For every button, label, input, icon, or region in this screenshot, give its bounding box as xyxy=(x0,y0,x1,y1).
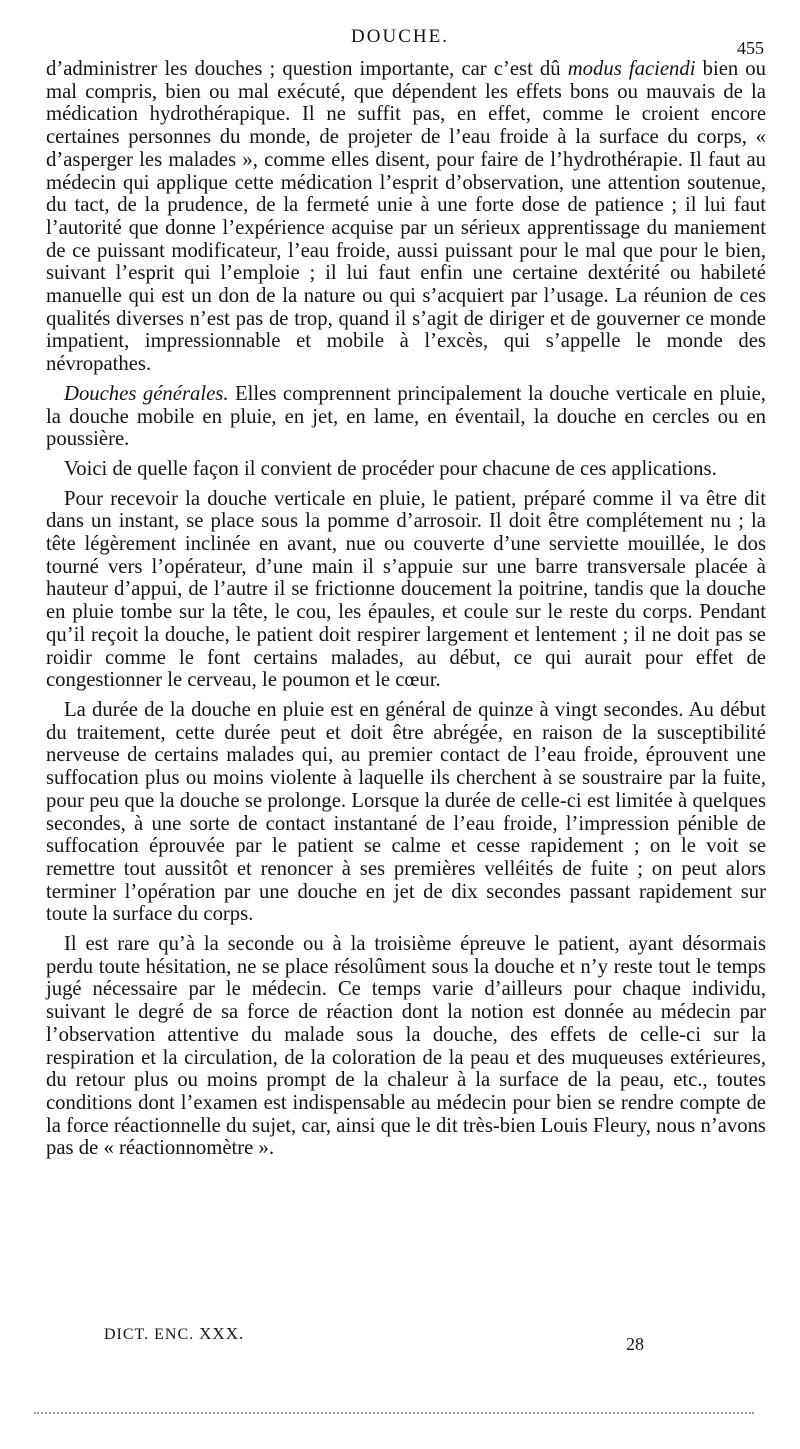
paragraph-text: d’administrer les douches ; question importante, car c’est dû xyxy=(46,58,568,80)
scan-edge-rule xyxy=(34,1412,754,1414)
page-number: 455 xyxy=(737,38,764,58)
printer-signature xyxy=(104,1324,244,1344)
paragraph-continued xyxy=(46,58,766,376)
paragraph: Voici de quelle façon il convient de procéder pour chacune de ces applications. xyxy=(64,457,717,480)
signature-prefix: DICT. ENC. xyxy=(104,1326,195,1343)
paragraph-text: bien ou mal compris, bien ou mal exécuté, que dépendent les effets bons ou mauvais de la médication hydrothérapique. Il ne suffit pas, en effet, comme le croient encore certaines personnes du monde, de projeter de l’eau froide à la surface du corps, « d’asperger les malades », comme elles disent, pour faire de l’hydrothérapie. Il faut au médecin qui applique cette médication l’esprit d’observation, une attention soutenue, du tact, de la prudence, de la fermeté unie à une forte dose de patience ; il lui faut l’autorité que donne l’expérience acquise par un sérieux apprentissage du maniement de ce puissant modificateur, l’eau froide, aussi puissant pour le mal que pour le bien, suivant l’esprit qui l’emploie ; il lui faut enfin une certaine dextérité ou habileté manuelle qui est un don de la nature ou qui s’acquiert par l’usage. La réunion de ces qualités diverses n’est pas de trop, quand il s’agit de diriger et de gouverner ce monde impatient, impressionnable et mobile à l’excès, qui s’appelle le monde des névropathes. xyxy=(46,58,766,376)
signature-volume: XXX. xyxy=(199,1324,245,1343)
paragraph: Il est rare qu’à la seconde ou à la troisième épreuve le patient, ayant désormais perdu toute hésitation, ne se place résolûment sous la douche et n’y reste tout le temps jugé nécessaire par le médecin. Ce temps varie d’ailleurs pour chaque individu, suivant le degré de sa force de réaction dont la notion est donnée au médecin par l’observation attentive du malade sous la douche, des effets de celle-ci sur la respiration et la circulation, de la coloration de la peau et des muqueuses extérieures, du retour plus ou moins prompt de la chaleur à la surface de la peau, etc., toutes conditions dont l’examen est indispensable au médecin pour bien se rendre compte de la force réactionnelle du sujet, car, ainsi que le dit très-bien Louis Fleury, nous n’avons pas de « réactionnomètre ». xyxy=(46,933,766,1160)
paragraph: Pour recevoir la douche verticale en pluie, le patient, préparé comme il va être dit dans un instant, se place sous la pomme d’arrosoir. Il doit être complétement nu ; la tête légèrement inclinée en avant, nue ou couverte d’une serviette mouillée, le dos tourné vers l’opérateur, d’une main il s’appuie sur une barre transversale placée à hauteur d’appui, de l’autre il se frictionne doucement la poitrine, tandis que la douche en pluie tombe sur la tête, le cou, les épaules, et coule sur le reste du corps. Pendant qu’il reçoit la douche, le patient doit respirer largement et lentement ; il ne doit pas se roidir comme le font certains malades, au début, ce qui aurait pour effet de congestionner le cerveau, le poumon et le cœur. xyxy=(46,487,766,692)
latin-phrase: modus faciendi xyxy=(567,58,696,80)
paragraph-text: Elles comprennent principalement la douche verticale en pluie, la douche mobile en pluie, en jet, en lame, en éventail, la douche en cercles ou en poussière. xyxy=(46,382,766,451)
signature-mark: 28 xyxy=(626,1334,644,1354)
body-text xyxy=(46,58,766,1167)
paragraph-douches-generales xyxy=(46,383,766,451)
section-run-in-heading: Douches générales. xyxy=(64,382,229,405)
running-title: DOUCHE. xyxy=(351,26,449,47)
paragraph: La durée de la douche en pluie est en général de quinze à vingt secondes. Au début du traitement, cette durée peut et doit être abrégée, en raison de la susceptibilité nerveuse de certains malades qui, au premier contact de l’eau froide, éprouvent une suffocation plus ou moins violente à laquelle ils cherchent à se soustraire par la fuite, pour peu que la douche se prolonge. Lorsque la durée de celle-ci est limitée à quelques secondes, à une sorte de contact instantané de l’eau froide, l’impression pénible de suffocation éprouvée par le patient se calme et cesse rapidement ; on le voit se remettre tout aussitôt et renoncer à ses premières velléités de fuite ; on peut alors terminer l’opération par une douche en jet de dix secondes passant rapidement sur toute la surface du corps. xyxy=(46,698,766,926)
